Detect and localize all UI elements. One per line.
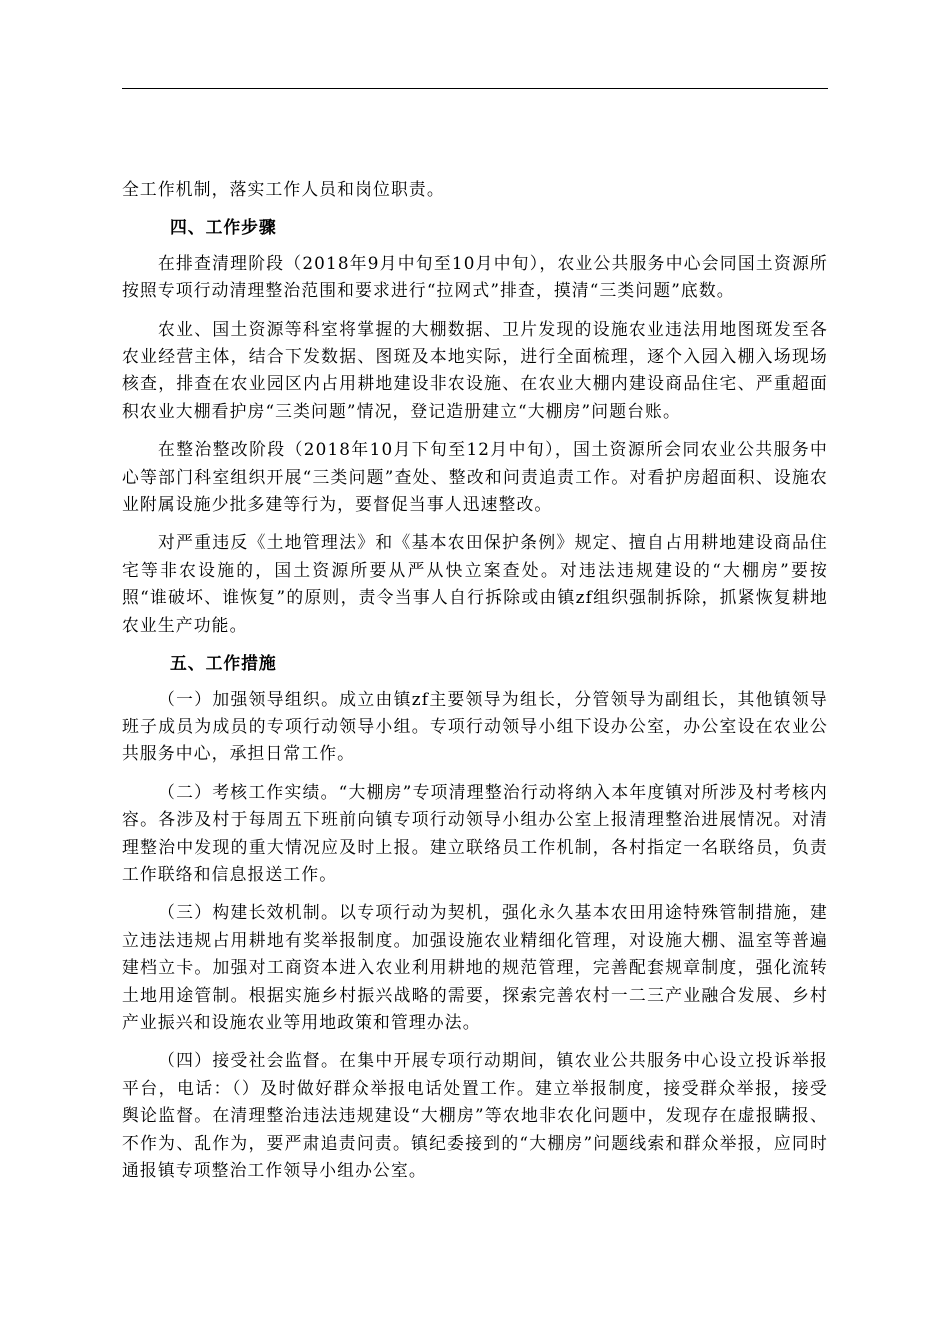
paragraph-verification: 农业、国土资源等科室将掌握的大棚数据、卫片发现的设施农业违法用地图斑发至各农业经营主体，结合下发数据、图斑及本地实际，进行全面梳理，逐个入园入棚入场现场核查，排查在农业园区内占用耕地建设非农设施、在农业大棚内建设商品住宅、严重超面积农业大棚看护房“三类问题”情况，登记造册建立“大棚房”问题台账。 — [122, 318, 828, 421]
paragraph-rectification-phase: 在整治整改阶段（2018年10月下旬至12月中旬），国土资源所会同农业公共服务中心等部门科室组织开展“三类问题”查处、整改和问责追责工作。对看护房超面积、设施农业附属设施少批多建等行为，要督促当事人迅速整改。 — [122, 439, 828, 515]
paragraph-investigation-phase: 在排查清理阶段（2018年9月中旬至10月中旬），农业公共服务中心会同国土资源所按照专项行动清理整治范围和要求进行“拉网式”排查，摸清“三类问题”底数。 — [122, 252, 828, 301]
paragraph-supervision: （四）接受社会监督。在集中开展专项行动期间，镇农业公共服务中心设立投诉举报平台，电话：（）及时做好群众举报电话处置工作。建立举报制度，接受群众举报，接受舆论监督。在清理整治违法违规建设“大棚房”等农地非农化问题中，发现存在虚报瞒报、不作为、乱作为，要严肃追责问责。镇纪委接到的“大棚房”问题线索和群众举报，应同时通报镇专项整治工作领导小组办公室。 — [122, 1050, 828, 1180]
paragraph-assessment: （二）考核工作实绩。“大棚房”专项清理整治行动将纳入本年度镇对所涉及村考核内容。各涉及村于每周五下班前向镇专项行动领导小组办公室上报清理整治进展情况。对清理整治中发现的重大情况应及时上报。建立联络员工作机制，各村指定一名联络员，负责工作联络和信息报送工作。 — [122, 781, 828, 884]
section-heading-work-measures: 五、工作措施 — [170, 653, 277, 674]
document-body — [122, 176, 828, 1195]
header-rule — [122, 88, 828, 89]
paragraph-continuation: 全工作机制，落实工作人员和岗位职责。 — [122, 179, 445, 199]
section-heading-work-steps: 四、工作步骤 — [170, 217, 277, 238]
paragraph-long-term-mechanism: （三）构建长效机制。以专项行动为契机，强化永久基本农田用途特殊管制措施，建立违法违规占用耕地有奖举报制度。加强设施农业精细化管理，对设施大棚、温室等普遍建档立卡。加强对工商资本进入农业利用耕地的规范管理，完善配套规章制度，强化流转土地用途管制。根据实施乡村振兴战略的需要，探索完善农村一二三产业融合发展、乡村产业振兴和设施农业等用地政策和管理办法。 — [122, 902, 828, 1032]
paragraph-leadership: （一）加强领导组织。成立由镇zf主要领导为组长，分管领导为副组长，其他镇领导班子成员为成员的专项行动领导小组。专项行动领导小组下设办公室，办公室设在农业公共服务中心，承担日常工作。 — [122, 688, 828, 764]
paragraph-enforcement: 对严重违反《土地管理法》和《基本农田保护条例》规定、擅自占用耕地建设商品住宅等非农设施的，国土资源所要从严从快立案查处。对违法违规建设的“大棚房”要按照“谁破坏、谁恢复”的原则，责令当事人自行拆除或由镇zf组织强制拆除，抓紧恢复耕地农业生产功能。 — [122, 532, 828, 635]
